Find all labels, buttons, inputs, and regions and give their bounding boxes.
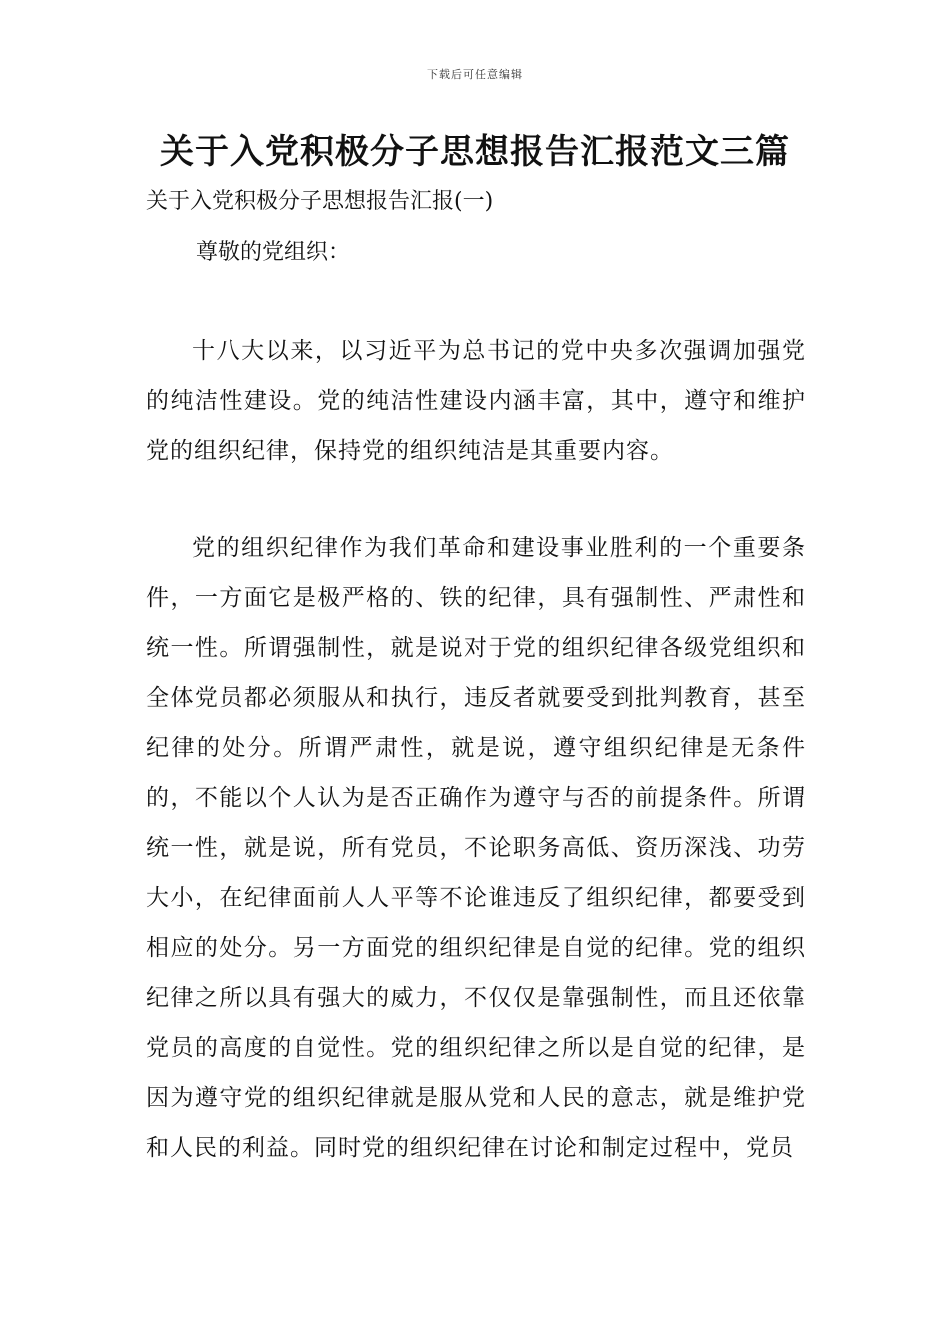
document-title: 关于入党积极分子思想报告汇报范文三篇 bbox=[160, 132, 790, 172]
salutation: 尊敬的党组织： bbox=[196, 240, 351, 265]
header-note: 下载后可任意编辑 bbox=[427, 68, 523, 81]
paragraph-1: 十八大以来，以习近平为总书记的党中央多次强调加强党的纯洁性建设。党的纯洁性建设内涵丰富，其中，遵守和维护党的组织纪律，保持党的组织纯洁是其重要内容。 bbox=[146, 338, 806, 464]
section-subtitle: 关于入党积极分子思想报告汇报(一) bbox=[146, 189, 494, 214]
paragraph-2: 党的组织纪律作为我们革命和建设事业胜利的一个重要条件，一方面它是极严格的、铁的纪律，具有强制性、严肃性和统一性。所谓强制性，就是说对于党的组织纪律各级党组织和全体党员都必须服从和执行，违反者就要受到批判教育，甚至纪律的处分。所谓严肃性，就是说，遵守组织纪律是无条件的，不能以个人认为是否正确作为遵守与否的前提条件。所谓统一性，就是说，所有党员，不论职务高低、资历深浅、功劳大小，在纪律面前人人平等不论谁违反了组织纪律，都要受到相应的处分。另一方面党的组织纪律是自觉的纪律。党的组织纪律之所以具有强大的威力，不仅仅是靠强制性，而且还依靠党员的高度的自觉性。党的组织纪律之所以是自觉的纪律，是因为遵守党的组织纪律就是服从党和人民的意志，就是维护党和人民的利益。同时党的组织纪律在讨论和制定过程中，党员 bbox=[146, 535, 806, 1161]
